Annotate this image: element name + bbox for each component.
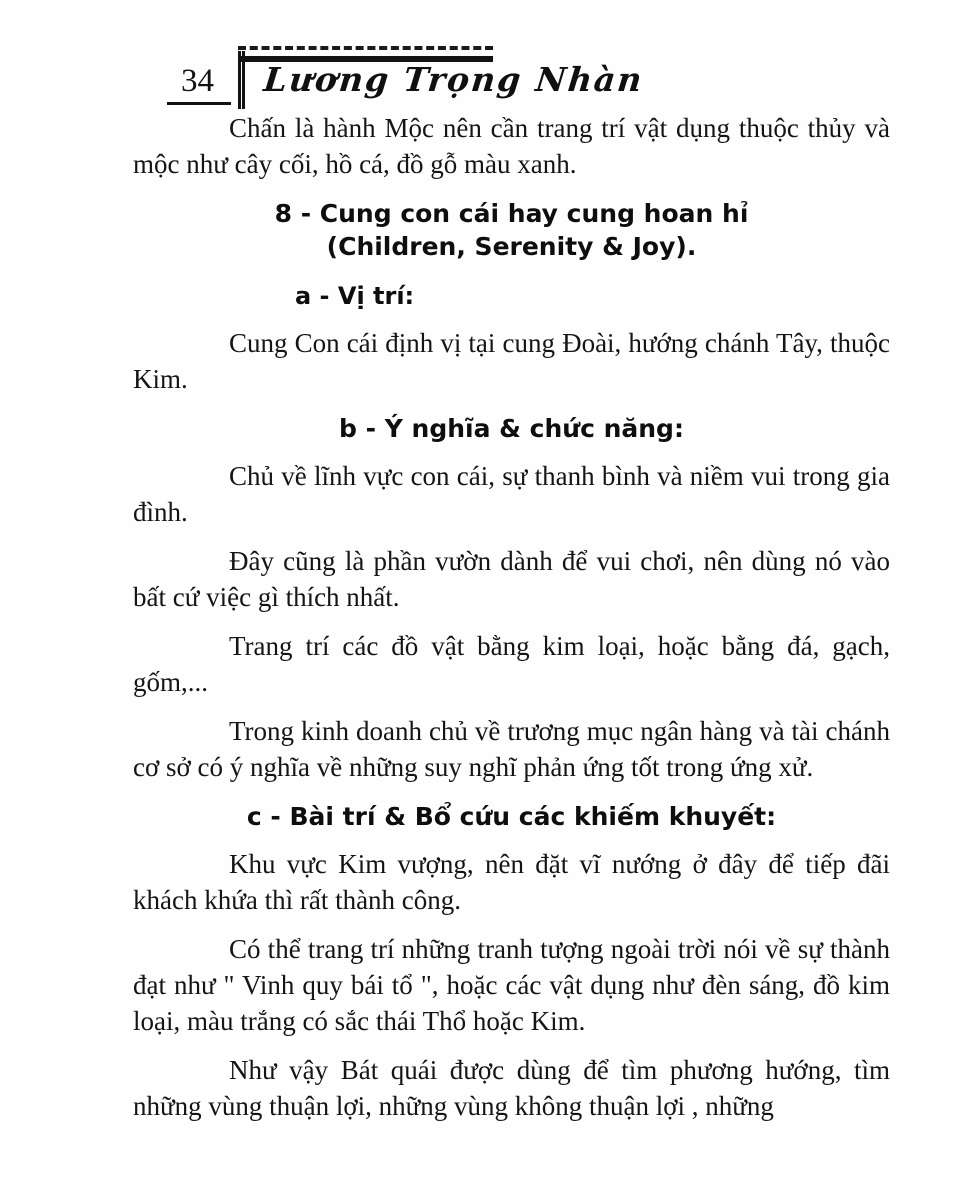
paragraph: Chấn là hành Mộc nên cần trang trí vật dụng thuộc thủy và mộc như cây cối, hồ cá, đồ gỗ màu xanh. <box>133 113 890 179</box>
paragraph: Trang trí các đồ vật bằng kim loại, hoặc bằng đá, gạch, gốm,... <box>133 631 890 697</box>
page-body <box>133 104 890 1124</box>
paragraph: Có thể trang trí những tranh tượng ngoài trời nói về sự thành đạt như " Vinh quy bái tổ ", hoặc các vật dụng như đèn sáng, đồ kim loại, màu trắng có sắc thái Thổ hoặc Kim. <box>133 934 890 1036</box>
section-heading <box>133 197 890 263</box>
heading-line: b - Ý nghĩa & chức năng: <box>339 414 684 443</box>
paragraph: Đây cũng là phần vườn dành để vui chơi, nên dùng nó vào bất cứ việc gì thích nhất. <box>133 546 890 612</box>
heading-line: 8 - Cung con cái hay cung hoan hỉ <box>274 199 749 228</box>
paragraph: Cung Con cái định vị tại cung Đoài, hướng chánh Tây, thuộc Kim. <box>133 328 890 394</box>
paragraph: Khu vực Kim vượng, nên đặt vĩ nướng ở đây để tiếp đãi khách khứa thì rất thành công. <box>133 849 890 915</box>
heading-line: c - Bài trí & Bổ cứu các khiếm khuyết: <box>246 802 777 831</box>
page-number: 34 <box>181 63 214 99</box>
running-header-author: Lương Trọng Nhàn <box>261 60 646 99</box>
paragraph: Trong kinh doanh chủ về trương mục ngân hàng và tài chánh cơ sở có ý nghĩa về những suy nghĩ phản ứng tốt trong ứng xử. <box>133 716 890 782</box>
paragraph: Chủ về lĩnh vực con cái, sự thanh bình và niềm vui trong gia đình. <box>133 461 890 527</box>
heading-line: (Children, Serenity & Joy). <box>326 232 697 261</box>
sub-heading: a - Vị trí: <box>295 282 415 310</box>
paragraph: Như vậy Bát quái được dùng để tìm phương hướng, tìm những vùng thuận lợi, những vùng không thuận lợi , những <box>133 1055 890 1121</box>
section-heading <box>133 412 890 445</box>
section-heading <box>133 800 890 833</box>
